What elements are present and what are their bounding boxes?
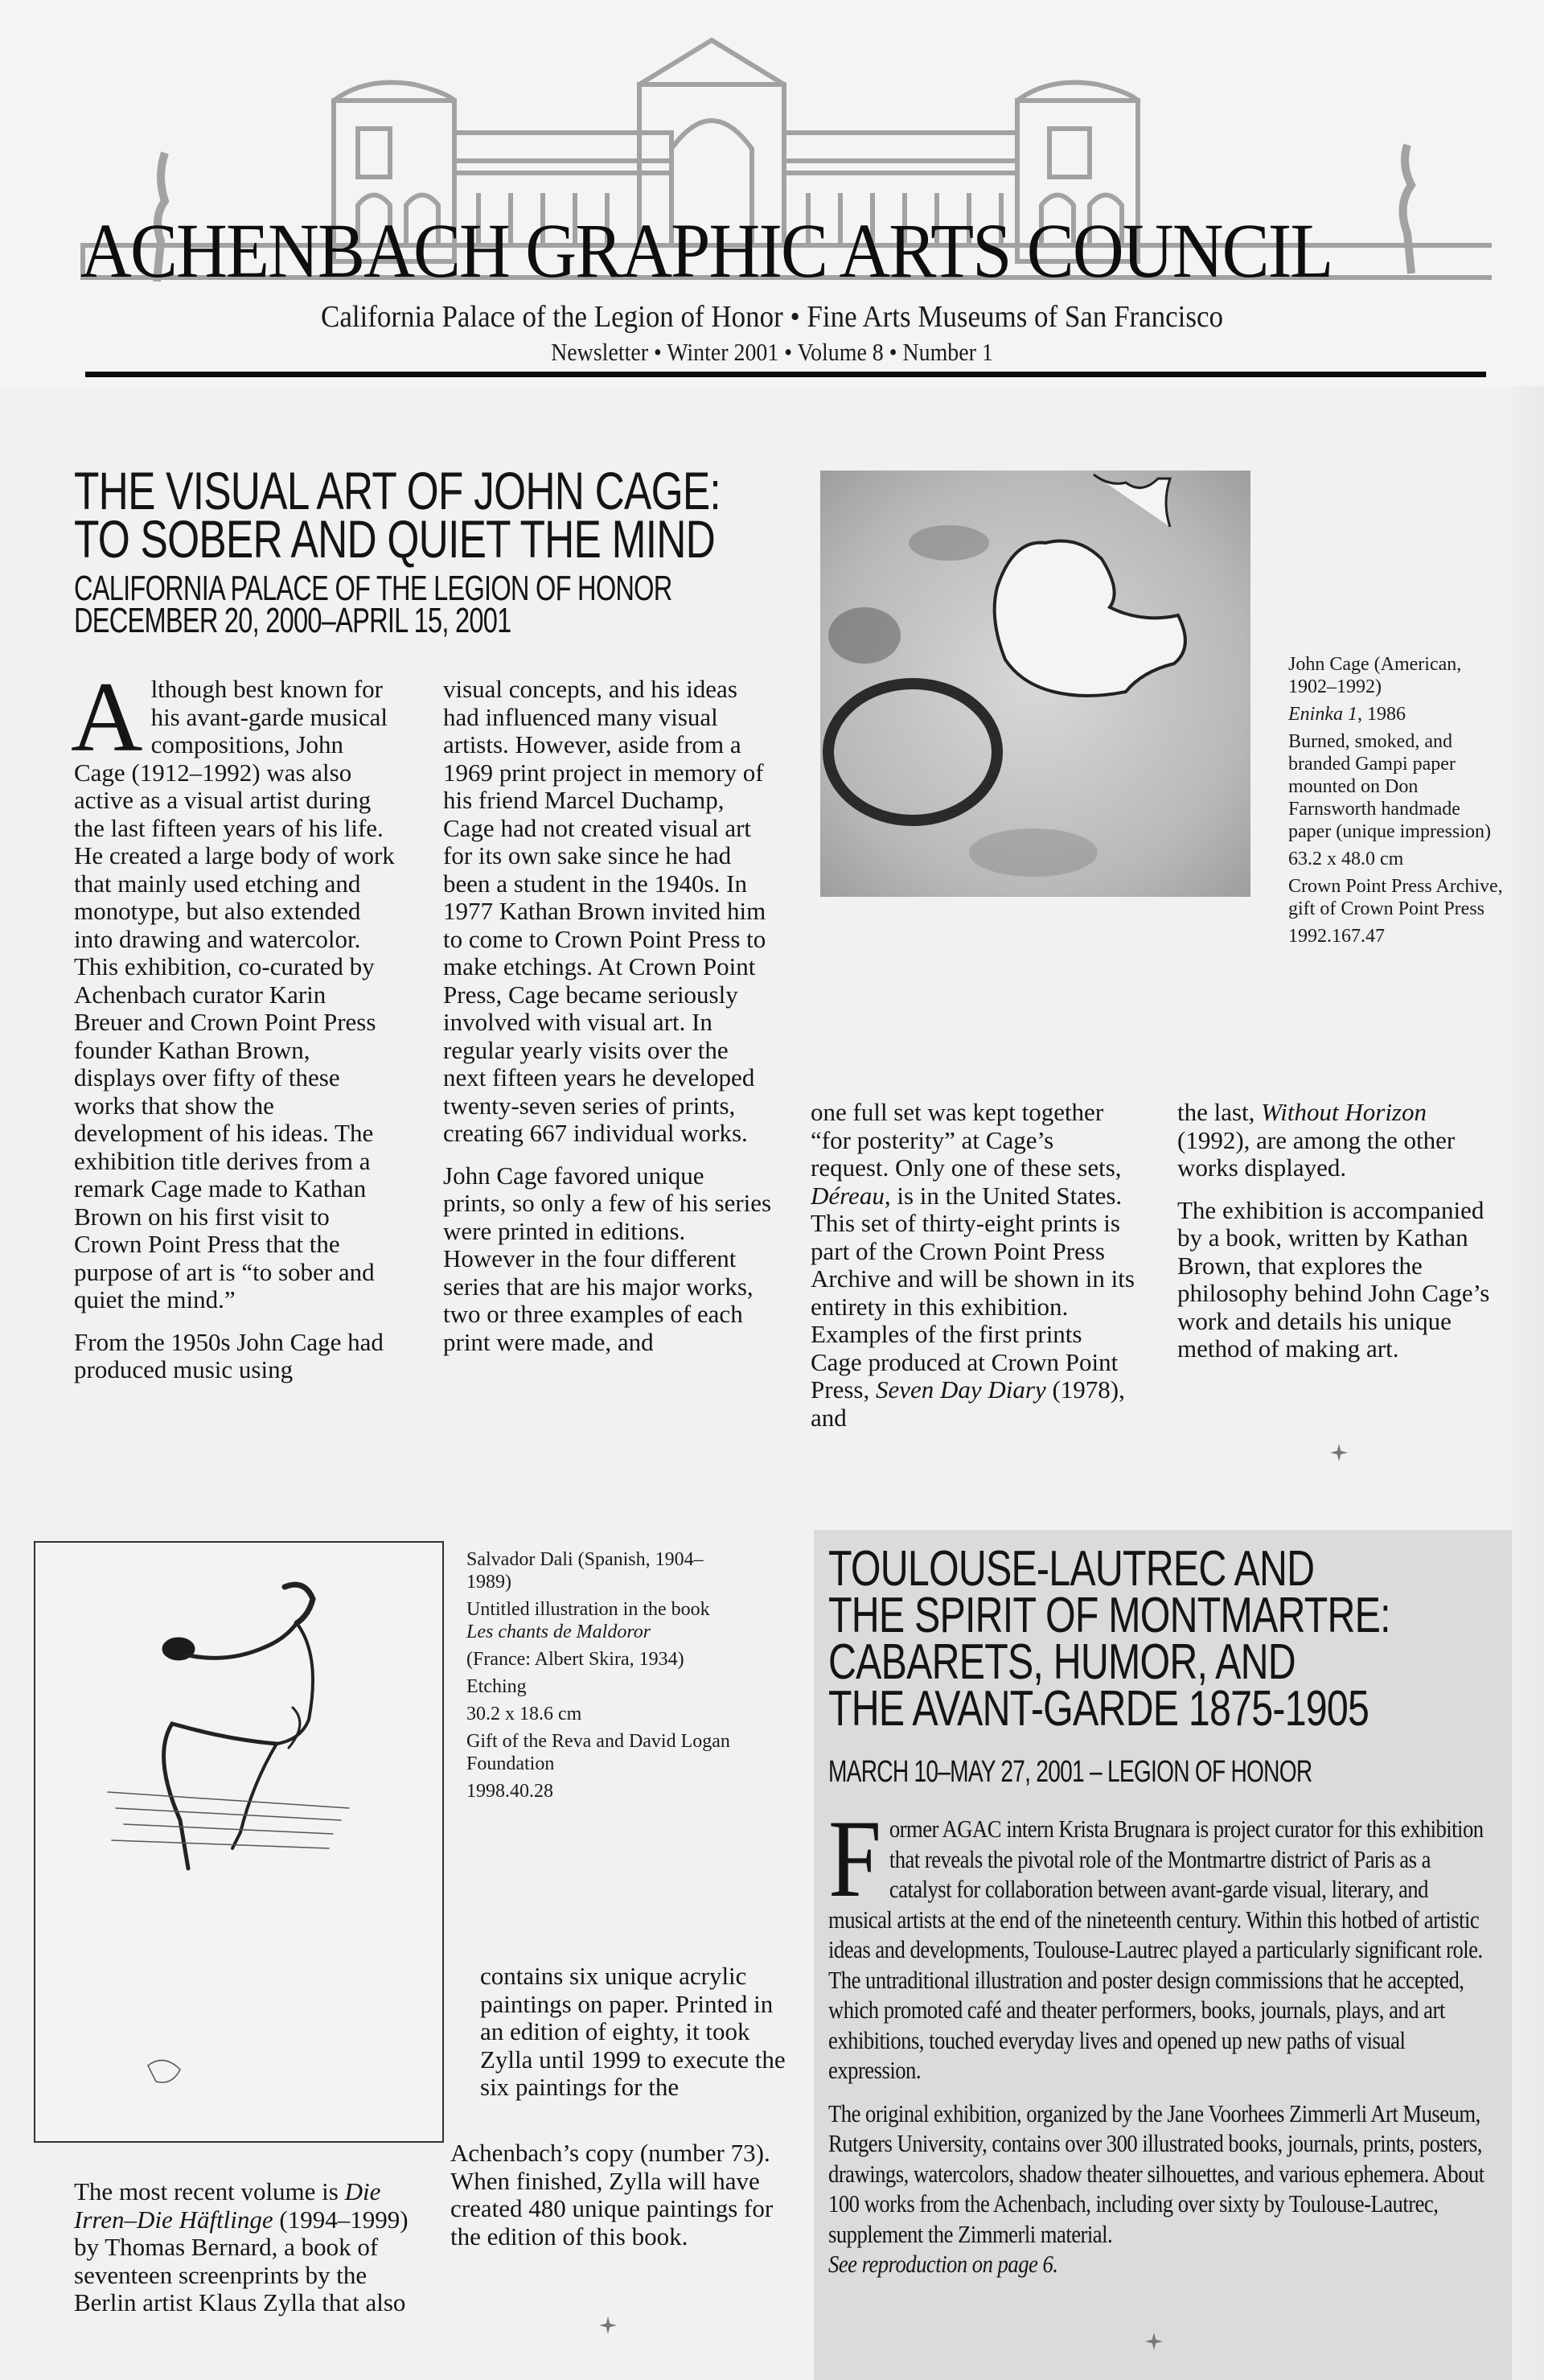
toulouse-article-title (828, 1541, 1390, 1737)
masthead-rule (85, 372, 1486, 377)
cage-col2-para1: visual concepts, and his ideas had influenced many visual artists. However, aside from a 1969 print project in memory of his friend Marcel Duchamp, Cage had not created visual art for its own sake since he had been a student in the 1940s. In 1977 Kathan Brown invited him to come to Crown Point Press to make etchings. At Crown Point Press, Cage became seriously involved with visual art. In regular yearly visits over the next fifteen years he developed twenty-seven series of prints, creating 667 individual works. (443, 675, 766, 1147)
zylla-column-2-bottom (450, 2140, 788, 2265)
cage-eninka-artwork-image (816, 467, 1267, 901)
caption-credit: Crown Point Press Archive, gift of Crown Point Press (1288, 876, 1503, 919)
ornament-diamond-icon (1330, 1444, 1348, 1461)
newsletter-title: ACHENBACH GRAPHIC ARTS COUNCIL (80, 208, 1333, 294)
dali-kneeling-figure-etching (35, 1543, 442, 2141)
dali-caption-dimensions: 30.2 x 18.6 cm (466, 1704, 582, 1724)
tl-title-line2: THE SPIRIT OF MONTMARTRE: (828, 1588, 1390, 1643)
cage-col3-text-c: (1978), and (811, 1375, 1125, 1432)
work-title-without-horizon: Without Horizon (1261, 1098, 1427, 1126)
caption-medium: Burned, smoked, and branded Gampi paper mounted on Don Farnsworth handmade paper (unique impression) (1288, 731, 1491, 842)
tl-para2 (828, 2098, 1493, 2250)
cage-col4-text-b: (1992), are among the other works displayed. (1177, 1125, 1456, 1182)
caption-title (1288, 703, 1504, 726)
dali-caption-medium: Etching (466, 1676, 527, 1697)
tl-para2-text: The original exhibition, organized by the Jane Voorhees Zimmerli Art Museum, Rutgers University, contains over 300 illustrated books, journals, prints, posters, drawings, watercolors, shadow theater silhouettes, and various ephemera. About 100 works from the Achenbach, including over sixty by Toulouse-Lautrec, supplement the Zimmerli material. (828, 2098, 1484, 2248)
zylla-col2-para-b: Achenbach’s copy (number 73). When finished, Zylla will have created 480 unique paintings for the edition of this book. (450, 2139, 774, 2251)
tl-title-line1: TOULOUSE-LAUTREC AND (828, 1541, 1315, 1597)
toulouse-article-dates: MARCH 10–MAY 27, 2001 – LEGION OF HONOR (828, 1755, 1312, 1789)
cage-column-3 (811, 1099, 1136, 1446)
dali-caption-artist: Salvador Dali (Spanish, 1904–1989) (466, 1549, 704, 1593)
drop-cap: A (71, 662, 143, 772)
cage-venue: CALIFORNIA PALACE OF THE LEGION OF HONOR (74, 569, 672, 608)
cage-col3-text-b: , is in the United States. This set of thirty-eight prints is part of the Crown Point Press Archive and will be shown in its entirety in this exhibition. Examples of the first prints Cage produced at Crown Point Press, (811, 1181, 1135, 1404)
dali-caption-title-prefix: Untitled illustration in the book (466, 1599, 710, 1620)
zylla-column-2-top (480, 1963, 786, 2116)
book-title-die-irren: Die Irren–Die Häftlinge (74, 2177, 381, 2234)
ornament-diamond-icon (599, 2316, 617, 2334)
tl-para1-text: ormer AGAC intern Krista Brugnara is project curator for this exhibition that reveals the pivotal role of the Montmartre district of Paris as a catalyst for collaboration between avant-garde visual, literary, and musical artists at the end of the nineteenth century. Within this hotbed of artistic ideas and developments, Toulouse-Lautrec played a particularly significant role. The untraditional illustration and poster design commissions that he accepted, which promoted café and theater performers, books, journals, plays, and art exhibitions, touched everyday lives and opened up new paths of visual expression. (828, 1815, 1484, 2084)
dali-caption-publisher: (France: Albert Skira, 1934) (466, 1649, 684, 1670)
tl-para1 (828, 1797, 1493, 2086)
cage-article-title (74, 461, 721, 569)
cage-col1-para1 (71, 662, 396, 1314)
work-title-dereau: Déreau (811, 1181, 885, 1210)
masthead-subtitle: California Palace of the Legion of Honor • Fine Arts Museums of San Francisco (321, 300, 1223, 334)
cage-col3-text-a: one full set was kept together “for posterity” at Cage’s request. Only one of these sets, (811, 1098, 1122, 1182)
zylla-column-1 (74, 2178, 412, 2332)
cage-col4-text-a: the last, (1177, 1098, 1262, 1126)
work-title-seven-day-diary: Seven Day Diary (875, 1375, 1046, 1404)
caption-work-title: Eninka 1 (1288, 704, 1357, 725)
dali-caption-credit: Gift of the Reva and David Logan Foundation (466, 1731, 730, 1774)
toulouse-article-body (828, 1797, 1493, 2292)
zylla-col1-text-b: (1994–1999) by Thomas Bernard, a book of seventeen screenprints by the Berlin artist Klaus Zylla that also (74, 2205, 409, 2316)
dali-artwork-caption (466, 1548, 740, 1807)
zylla-col1-para (74, 2178, 412, 2317)
ornament-diamond-icon (1145, 2333, 1163, 2350)
cage-title-line2: TO SOBER AND QUIET THE MIND (74, 509, 716, 569)
dali-caption-accession: 1998.40.28 (466, 1781, 553, 1802)
cage-column-2 (443, 676, 773, 1371)
cage-col1-para2: From the 1950s John Cage had produced music using (74, 1327, 384, 1383)
dali-caption-title (466, 1598, 740, 1643)
dali-caption-book-title: Les chants de Maldoror (466, 1622, 651, 1642)
cage-col1-text: lthough best known for his avant-garde musical compositions, John Cage (1912–1992) was also active as a visual artist during the last fifteen years of his life. He created a large body of work that mainly used etching and monotype, but also extended into drawing and watercolor. This exhibition, co-curated by Achenbach curator Karin Breuer and Crown Point Press founder Kathan Brown, displays over fifty of these works that show the development of his ideas. The exhibition title derives from a remark Cage made to Kathan Brown on his first visit to Crown Point Press that the purpose of art is “to sober and quiet the mind.” (74, 675, 395, 1313)
cage-col4-para1 (1177, 1099, 1499, 1182)
cage-title-line1: THE VISUAL ART OF JOHN CAGE: (74, 461, 721, 520)
drop-cap: F (828, 1797, 881, 1920)
cage-article-subheading (74, 569, 672, 640)
caption-work-year: , 1986 (1357, 704, 1406, 725)
caption-accession: 1992.167.47 (1288, 926, 1385, 947)
zylla-col1-text-a: The most recent volume is (74, 2177, 345, 2205)
cage-artwork-caption (1288, 653, 1504, 952)
cage-column-1 (71, 662, 396, 1399)
caption-artist: John Cage (American, 1902–1992) (1288, 654, 1462, 697)
caption-dimensions: 63.2 x 48.0 cm (1288, 849, 1404, 869)
cage-dates: DECEMBER 20, 2000–APRIL 15, 2001 (74, 601, 511, 640)
cage-col2-para2: John Cage favored unique prints, so only a few of his series were printed in editions. However in the four different series that are his major works, two or three examples of each print were made, and (443, 1161, 772, 1356)
zylla-col2-para-a: contains six unique acrylic paintings on paper. Printed in an edition of eighty, it took Zylla until 1999 to execute the six paintings for the (480, 1962, 786, 2101)
tl-title-line3: CABARETS, HUMOR, AND (828, 1634, 1296, 1690)
tl-title-line4: THE AVANT-GARDE 1875-1905 (828, 1681, 1369, 1737)
cage-column-4 (1177, 1099, 1499, 1378)
cage-col3-para (811, 1099, 1136, 1432)
dali-illustration-frame (34, 1541, 444, 2143)
see-reproduction-note: See reproduction on page 6. (828, 2250, 1058, 2278)
cage-col4-para2: The exhibition is accompanied by a book, written by Kathan Brown, that explores the philosophy behind John Cage’s work and details his unique method of making art. (1177, 1195, 1490, 1363)
issue-line: Newsletter • Winter 2001 • Volume 8 • Number 1 (551, 338, 993, 366)
